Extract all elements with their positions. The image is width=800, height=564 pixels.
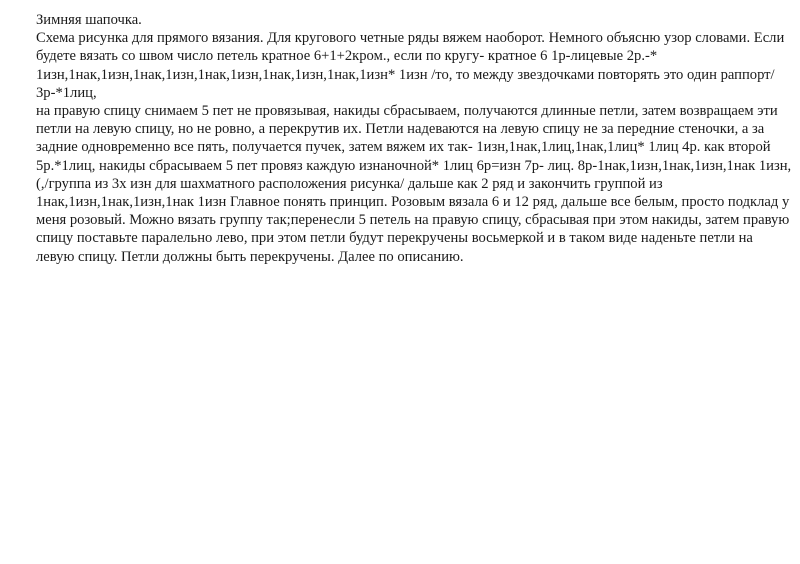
document-paragraph-1: Схема рисунка для прямого вязания. Для кругового четные ряды вяжем наоборот. Немного объясню узор словами. Если будете вязать со швом число петель кратное 6+1+2кром., если по кругу- кратное 6 1р-лицевые 2р.-* 1изн,1нак,1изн,1нак,1изн,1нак,1изн,1нак,1изн,1нак,1изн* 1изн /то, то между звездочками повторять это один раппорт/ 3р-*1лиц, [36, 30, 785, 101]
document-paragraph-2: на правую спицу снимаем 5 пет не провязывая, накиды сбрасываем, получаются длинные петли, затем возвращаем эти петли на левую спицу, но не ровно, а перекрутив их. Петли надеваются на левую спицу не за передние стеночки, а за задние одновременно все пять, получается пучек, затем вяжем их так- 1изн,1нак,1лиц,1нак,1лиц* 1лиц 4р. как второй 5р.*1лиц, накиды сбрасываем 5 пет провяз каждую изнаночной* 1лиц 6р=изн 7р- лиц. 8р-1нак,1изн,1нак,1изн,1нак 1изн,(,/группа из 3х изн для шахматного расположения рисунка/ дальше как 2 ряд и закончить группой из 1нак,1изн,1нак,1изн,1нак 1изн Главное понять принцип. Розовым вязала 6 и 12 ряд, дальше все белым, просто подклад у меня розовый. Можно вязать группу так;перенесли 5 петель на правую спицу, сбрасывая при этом накиды, затем правую спицу поставьте паралельно лево, при этом петли будут перекручены восьмеркой и в таком виде наденьте петли на левую спицу. Петли должны быть перекручены. Далее по описанию. [36, 103, 792, 265]
document-title: Зимняя шапочка. [36, 12, 142, 28]
document-body [36, 11, 792, 266]
